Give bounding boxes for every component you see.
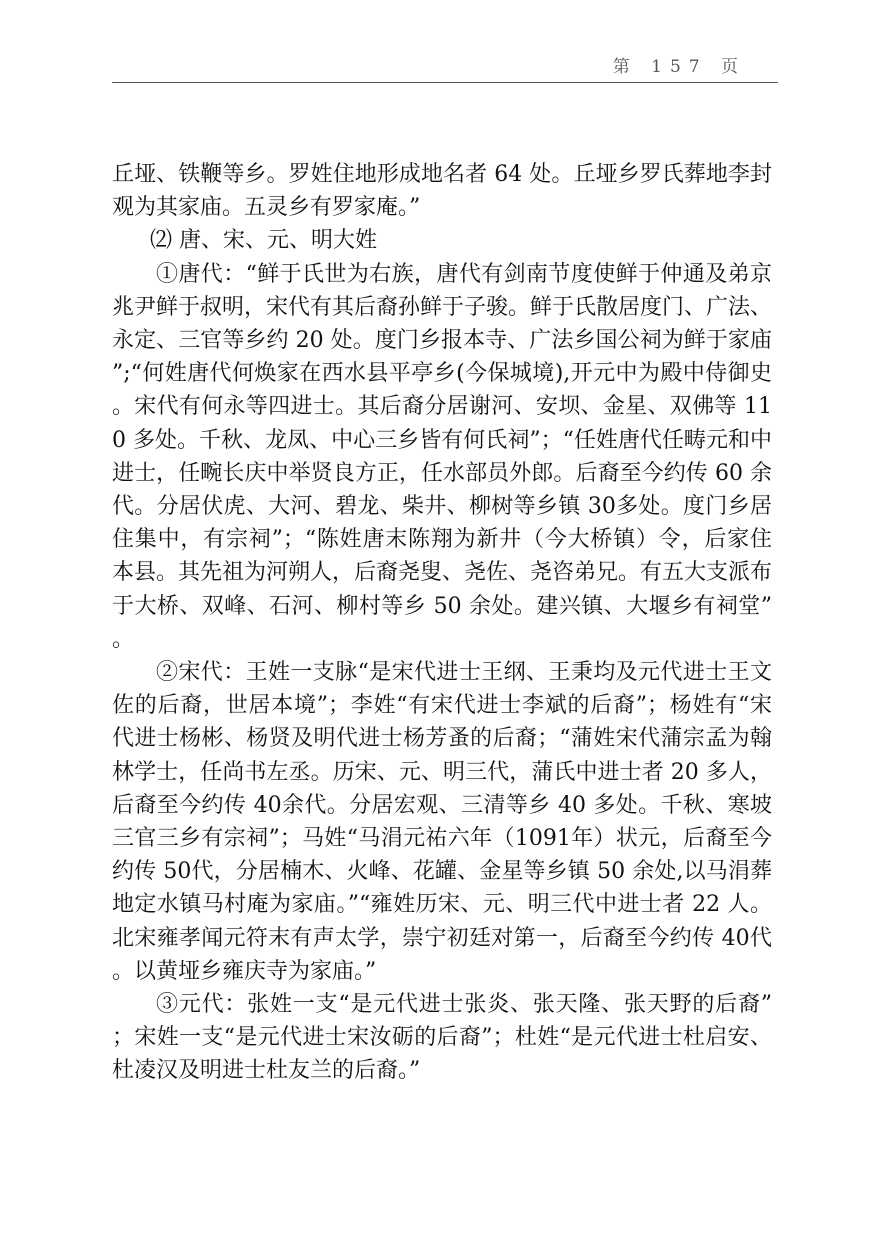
page-body <box>112 158 772 1088</box>
page-number: 第 157 页 <box>612 57 746 77</box>
paragraph-yuan-dynasty: ③元代：张姓一支“是元代进士张炎、张天隆、张天野的后裔”；宋姓一支“是元代进士宋汝砺的后裔”；杜姓“是元代进士杜启安、杜凌汉及明进士杜友兰的后裔。” <box>112 992 772 1084</box>
paragraph-tang-dynasty: ①唐代：“鲜于氏世为右族，唐代有剑南节度使鲜于仲通及弟京兆尹鲜于叔明，宋代有其后裔孙鲜于子骏。鲜于氏散居度门、广法、永定、三官等乡约 20 处。度门乡报本寺、广法乡国公祠为鲜于家庙”;“何姓唐代何焕家在西水县平亭乡(今保城境),开元中为殿中侍御史。宋代有何永等四进士。其后裔分居谢河、安坝、金星、双佛等 110 多处。千秋、龙凤、中心三乡皆有何氏祠”；“任姓唐代任畴元和中进士，任畹长庆中举贤良方正，任水部员外郎。后裔至今约传 60 余代。分居伏虎、大河、碧龙、柴井、柳树等乡镇 30多处。度门乡居住集中，有宗祠”；“陈姓唐末陈翔为新井（今大桥镇）令，后家住本县。其先祖为河朔人，后裔尧叟、尧佐、尧咨弟兄。有五大支派布于大桥、双峰、石河、柳村等乡 50 余处。建兴镇、大堰乡有祠堂”。 <box>112 261 773 652</box>
paragraph-song-dynasty: ②宋代：王姓一支脉“是宋代进士王纲、王秉均及元代进士王文佐的后裔，世居本境”；李姓“有宋代进士李斌的后裔”；杨姓有“宋代进士杨彬、杨贤及明代进士杨芳蚤的后裔；“蒲姓宋代蒲宗孟为翰林学士，任尚书左丞。历宋、元、明三代，蒲氏中进士者 20 多人，后裔至今约传 40余代。分居宏观、三清等乡 40 多处。千秋、寒坡三官三乡有宗祠”；马姓“马涓元祐六年（1091年）状元，后裔至今约传 50代，分居楠木、火峰、花罐、金星等乡镇 50 余处,以马涓葬地定水镇马村庵为家庙。”“雍姓历宋、元、明三代中进士者 22 人。北宋雍孝闻元符末有声太学，崇宁初廷对第一，后裔至今约传 40代。以黄垭乡雍庆寺为家庙。” <box>112 660 772 984</box>
section-heading-tang-song-yuan-ming: ⑵ 唐、宋、元、明大姓 <box>150 228 377 254</box>
paragraph-luo-surname: 丘垭、铁鞭等乡。罗姓住地形成地名者 64 处。丘垭乡罗氏葬地李封观为其家庙。五灵乡有罗家庵。” <box>112 162 772 221</box>
page-header <box>112 40 778 83</box>
